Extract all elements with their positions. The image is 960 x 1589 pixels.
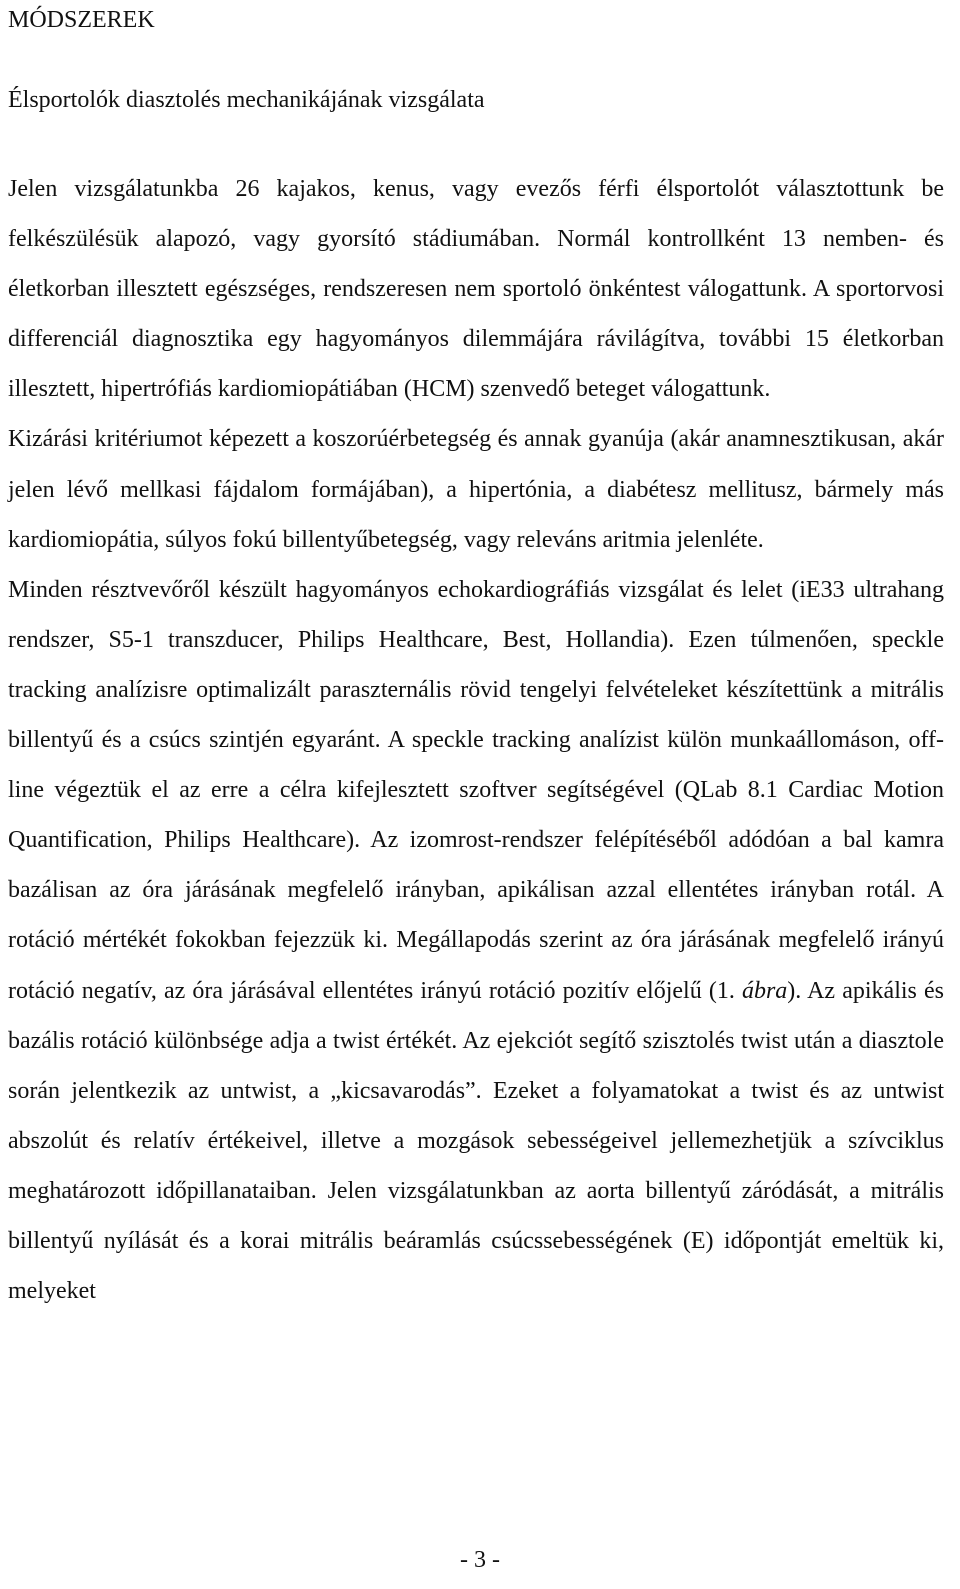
page-number: - 3 - (460, 1547, 500, 1573)
paragraph-methods (8, 565, 944, 1316)
section-title: MÓDSZEREK (8, 7, 155, 33)
paragraph-exclusion: Kizárási kritériumot képezett a koszorúérbetegség és annak gyanúja (akár anamnesztikusan, akár jelen lévő mellkasi fájdalom formájában), a hipertónia, a diabétesz mellitusz, bármely más kardiomiopátia, súlyos fokú billentyűbetegség, vagy releváns aritmia jelenléte. (8, 426, 944, 553)
subsection-title: Élsportolók diasztolés mechanikájának vizsgálata (8, 87, 485, 113)
methods-text-part-1: Minden résztvevőről készült hagyományos echokardiográfiás vizsgálat és lelet (iE33 ultrahang rendszer, S5-1 transzducer, Philips Healthcare, Best, Hollandia). Ezen túlmenően, speckle tracking analízisre optimalizált paraszternális rövid tengelyi felvételeket készítettünk a mitrális billentyű és a csúcs szintjén egyaránt. A speckle tracking analízist külön munkaállomáson, off-line végeztük el az erre a célra kifejlesztett szoftver segítségével (QLab 8.1 Cardiac Motion Quantification, Philips Healthcare). Az izomrost-rendszer felépítéséből adódóan a bal kamra bazálisan az óra járásának megfelelő irányban, apikálisan azzal ellentétes irányban rotál. A rotáció mértékét fokokban fejezzük ki. Megállapodás szerint az óra járásának megfelelő irányú rotáció negatív, az óra járásával ellentétes irányú rotáció pozitív előjelű (1. (8, 576, 944, 1004)
paragraph-participants: Jelen vizsgálatunkba 26 kajakos, kenus, vagy evezős férfi élsportolót választottunk be felkészülésük alapozó, vagy gyorsító stádiumában. Normál kontrollként 13 nemben- és életkorban illesztett egészséges, rendszeresen nem sportoló önkéntest válogattunk. A sportorvosi differenciál diagnosztika egy hagyományos dilemmájára rávilágítva, további 15 életkorban illesztett, hipertrófiás kardiomiopátiában (HCM) szenvedő beteget válogattunk. (8, 176, 944, 403)
figure-reference: ábra (741, 977, 788, 1004)
methods-text-part-2: ). Az apikális és bazális rotáció különbsége adja a twist értékét. Az ejekciót segítő szisztolés twist után a diasztole során jelentkezik az untwist, a „kicsavarodás”. Ezeket a folyamatokat a twist és az untwist abszolút és relatív értékeivel, illetve a mozgások sebességeivel jellemezhetjük a szívciklus meghatározott időpillanataiban. Jelen vizsgálatunkban az aorta billentyű záródását, a mitrális billentyű nyílását és a korai mitrális beáramlás csúcssebességének (E) időpontját emeltük ki, melyeket (8, 977, 944, 1305)
body-text (8, 164, 944, 1316)
